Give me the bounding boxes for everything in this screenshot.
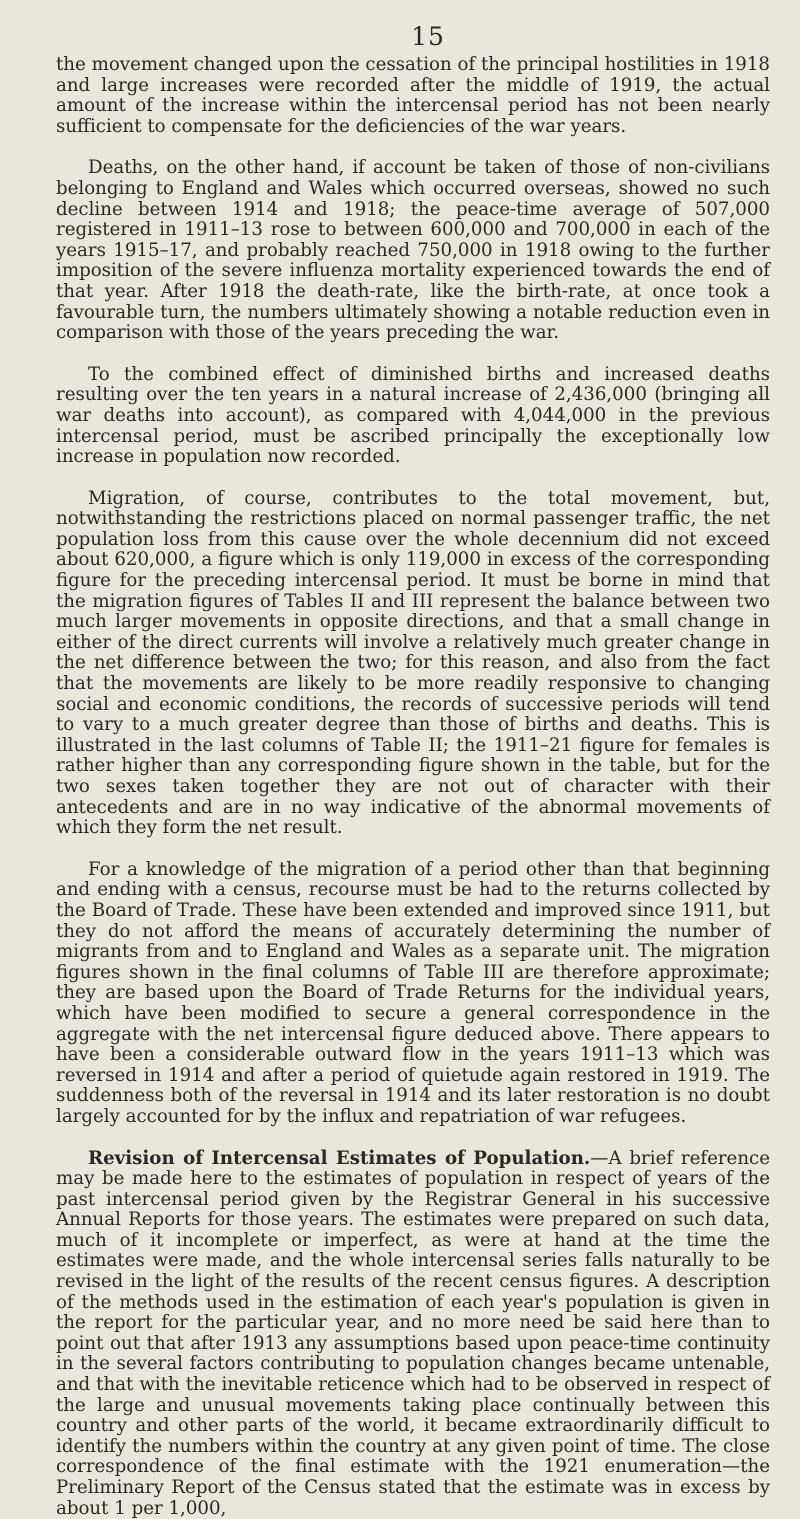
paragraph-gap	[56, 344, 770, 365]
section-heading-revision: Revision of Intercensal Estimates of Population.	[88, 1148, 590, 1169]
paragraph-gap	[56, 468, 770, 489]
paragraph-migration: Migration, of course, contributes to the total movement, but, notwithstanding the restrictions placed on normal passenger traffic, the net population loss from this cause over the whole decennium did not exceed about 620,000, a figure which is only 119,000 in excess of the corresponding figure for the preceding intercensal period. It must be borne in mind that the migration figures of Tables II and III represent the balance between two much larger movements in opposite directions, and that a small change in either of the direct currents will involve a relatively much greater change in the net difference between the two; for this reason, and also from the fact that the movements are likely to be more readily responsive to changing social and economic conditions, the records of successive periods will tend to vary to a much greater degree than those of births and deaths. This is illustrated in the last columns of Table II; the 1911–21 figure for females is rather higher than any corresponding figure shown in the table, but for the two sexes taken together they are not out of character with their antecedents and are in no way indicative of the abnormal movements of which they form the net result.	[56, 489, 770, 839]
paragraph-board-of-trade: For a knowledge of the migration of a period other than that beginning and ending with a census, recourse must be had to the returns collected by the Board of Trade. These have been extended and improved since 1911, but they do not afford the means of accurately determining the number of migrants from and to England and Wales as a separate unit. The migration figures shown in the final columns of Table III are therefore approximate; they are based upon the Board of Trade Returns for the individual years, which have been modified to secure a general correspondence in the aggregate with the net intercensal figure deduced above. There appears to have been a considerable outward flow in the years 1911–13 which was reversed in 1914 and after a period of quietude again restored in 1919. The suddenness both of the reversal in 1914 and its later restoration is no doubt largely accounted for by the influx and repatriation of war refugees.	[56, 860, 770, 1128]
paragraph-deaths: Deaths, on the other hand, if account be taken of those of non-civilians belonging to England and Wales which occurred overseas, showed no such decline between 1914 and 1918; the peace-time average of 507,000 registered in 1911–13 rose to between 600,000 and 700,000 in each of the years 1915–17, and probably reached 750,000 in 1918 owing to the further imposition of the severe influenza mortality experienced towards the end of that year. After 1918 the death-rate, like the birth-rate, at once took a favourable turn, the numbers ultimately showing a notable reduction even in comparison with those of the years preceding the war.	[56, 158, 770, 343]
paragraph-natural-increase: To the combined effect of diminished births and increased deaths resulting over the ten years in a natural increase of 2,436,000 (bringing all war deaths into account), as compared with 4,044,000 in the previous intercensal period, must be ascribed principally the exceptionally low increase in population now recorded.	[56, 365, 770, 468]
paragraph-revision-body: —A brief reference may be made here to the estimates of population in respect of years of the past intercensal period given by the Registrar General in his successive Annual Reports for those years. The estimates were prepared on such data, much of it incomplete or imperfect, as were at hand at the time the estimates were made, and the whole intercensal series falls naturally to be revised in the light of the results of the recent census figures. A description of the methods used in the estimation of each year's population is given in the report for the particular year, and no more need be said here than to point out that after 1913 any assumptions based upon peace-time continuity in the several factors contributing to population changes became untenable, and that with the inevitable reticence which had to be observed in respect of the large and unusual movements taking place continually between this country and other parts of the world, it became extraordinarily difficult to identify the numbers within the country at any given point of time. The close correspondence of the final estimate with the 1921 enumeration—the Preliminary Report of the Census stated that the estimate was in excess by about 1 per 1,000,	[56, 1148, 770, 1519]
paragraph-revision-estimates	[56, 1149, 770, 1519]
page-number: 15	[56, 24, 770, 49]
paragraph-births-continuation: the movement changed upon the cessation of the principal hostilities in 1918 and large increases were recorded after the middle of 1919, the actual amount of the increase within the intercensal period has not been nearly sufficient to compensate for the deficiencies of the war years.	[56, 55, 770, 137]
paragraph-gap	[56, 1128, 770, 1149]
paragraph-gap	[56, 137, 770, 158]
paragraph-gap	[56, 839, 770, 860]
